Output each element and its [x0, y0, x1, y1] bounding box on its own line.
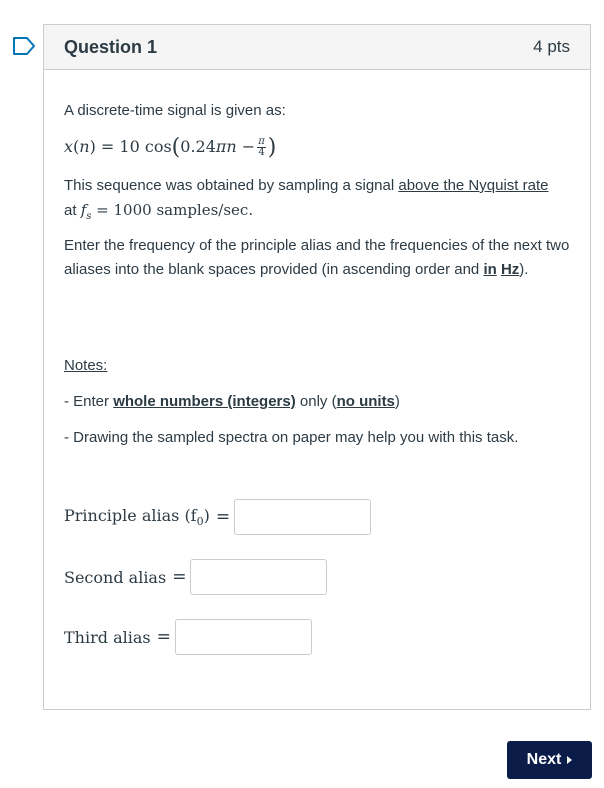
question-points: 4 pts	[533, 37, 570, 56]
question-title: Question 1	[64, 36, 158, 57]
in-link: in	[483, 261, 497, 278]
notes-heading: Notes:	[64, 357, 108, 374]
second-alias-row: Second alias =	[64, 559, 327, 595]
principle-alias-input[interactable]	[234, 499, 371, 535]
question-card	[43, 24, 591, 710]
signal-equation: x(n) = 10 cos(0.24πn − $\frac{\pi}{4}$ )	[64, 135, 277, 160]
nyquist-rate-link[interactable]: above the Nyquist rate	[398, 177, 549, 194]
question-flag-icon[interactable]	[12, 36, 36, 56]
third-alias-input[interactable]	[175, 619, 312, 655]
third-alias-label: Third alias	[64, 627, 151, 647]
sampling-text: This sequence was obtained by sampling a signal above the Nyquist rate at $f_s = 1000$ samples/sec.	[64, 177, 549, 222]
third-alias-row: Third alias =	[64, 619, 312, 655]
question-header	[44, 25, 590, 70]
instruction-text: Enter the frequency of the principle alias and the frequencies of the next two aliases into the blank spaces provided (in ascending order and in Hz).	[64, 237, 570, 278]
caret-right-icon	[567, 756, 572, 764]
note-line-2: - Drawing the sampled spectra on paper may help you with this task.	[64, 429, 519, 446]
second-alias-label: Second alias	[64, 567, 167, 587]
sampling-frequency: $f_s = 1000$ samples/sec.	[80, 201, 254, 222]
note-line-1: - Enter whole numbers (integers) only (no units)	[64, 393, 400, 410]
principle-alias-row: Principle alias $(f_0)$ =	[64, 499, 371, 535]
pi-over-four-fraction: $\frac{\pi}{4}$	[258, 136, 265, 158]
hz-link: Hz	[500, 261, 520, 278]
second-alias-input[interactable]	[190, 559, 327, 595]
next-button[interactable]: Next	[507, 741, 592, 779]
principle-alias-label: Principle alias $(f_0)$	[64, 505, 210, 529]
intro-text: A discrete-time signal is given as:	[64, 102, 286, 119]
